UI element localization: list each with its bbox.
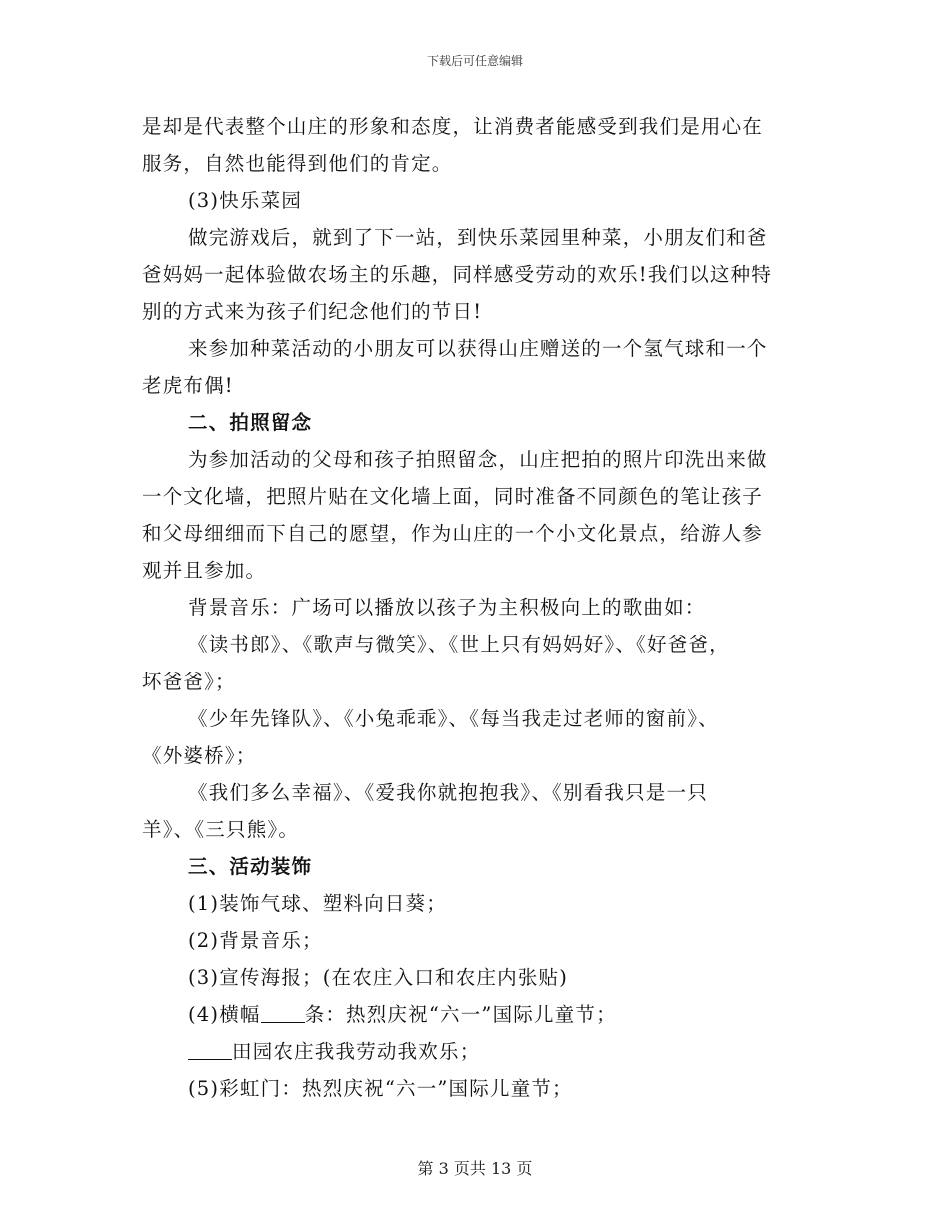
- music-intro: 背景音乐：广场可以播放以孩子为主积极向上的歌曲如：: [188, 596, 706, 619]
- song-list-line: 《我们多么幸福》、《爱我你就抱抱我》、《别看我只是一只: [188, 781, 708, 804]
- paragraph-line: 一个文化墙，把照片贴在文化墙上面，同时准备不同颜色的笔让孩子: [142, 485, 764, 508]
- song-list-line: 羊》、《三只熊》。: [142, 818, 300, 841]
- subheading-happy-garden: (3)快乐菜园: [188, 189, 303, 212]
- section-title-photo: 二、拍照留念: [188, 411, 313, 434]
- song-list-line: 《读书郎》、《歌声与微笑》、《世上只有妈妈好》、《好爸爸，: [188, 633, 730, 656]
- list-item-text: 田园农庄我我劳动我欢乐；: [232, 1040, 481, 1063]
- paragraph-line: 老虎布偶!: [142, 374, 234, 397]
- blank-underline: [188, 1033, 232, 1060]
- list-item: (3)宣传海报；(在农庄入口和农庄内张贴): [188, 966, 569, 989]
- paragraph-line: 为参加活动的父母和孩子拍照留念，山庄把拍的照片印洗出来做: [188, 448, 768, 471]
- paragraph-line: 观并且参加。: [142, 559, 267, 582]
- song-list-line: 《外婆桥》；: [142, 744, 257, 767]
- paragraph-line: 是却是代表整个山庄的形象和态度，让消费者能感受到我们是用心在: [142, 115, 764, 138]
- section-title-decoration: 三、活动装饰: [188, 855, 313, 878]
- song-list-line: 坏爸爸》；: [142, 670, 236, 693]
- page-footer: 第 3 页共 13 页: [417, 1159, 533, 1178]
- list-item: (5)彩虹门：热烈庆祝“六一”国际儿童节；: [188, 1077, 573, 1100]
- paragraph-line: 爸妈妈一起体验做农场主的乐趣，同样感受劳动的欢乐!我们以这种特: [142, 263, 773, 286]
- paragraph-line: 和父母细细而下自己的愿望，作为山庄的一个小文化景点，给游人参: [142, 522, 764, 545]
- document-body: [142, 108, 822, 1107]
- list-item-continuation: [142, 1033, 822, 1070]
- paragraph-line: 别的方式来为孩子们纪念他们的节日!: [142, 300, 483, 323]
- paragraph-line: 服务，自然也能得到他们的肯定。: [142, 152, 453, 175]
- paragraph-line: 做完游戏后，就到了下一站，到快乐菜园里种菜，小朋友们和爸: [188, 226, 768, 249]
- paragraph-line: 来参加种菜活动的小朋友可以获得山庄赠送的一个氢气球和一个: [188, 337, 768, 360]
- song-list-line: 《少年先锋队》、《小兔乖乖》、《每当我走过老师的窗前》、: [188, 707, 719, 730]
- blank-underline: [261, 996, 305, 1023]
- page-header: 下载后可任意编辑: [426, 54, 523, 68]
- list-item: (1)装饰气球、塑料向日葵；: [188, 892, 447, 915]
- list-item: (2)背景音乐；: [188, 929, 323, 952]
- list-item-label: (4)横幅: [188, 1003, 261, 1026]
- list-item-text: 条：热烈庆祝“六一”国际儿童节；: [304, 1003, 617, 1026]
- list-item: [142, 996, 822, 1033]
